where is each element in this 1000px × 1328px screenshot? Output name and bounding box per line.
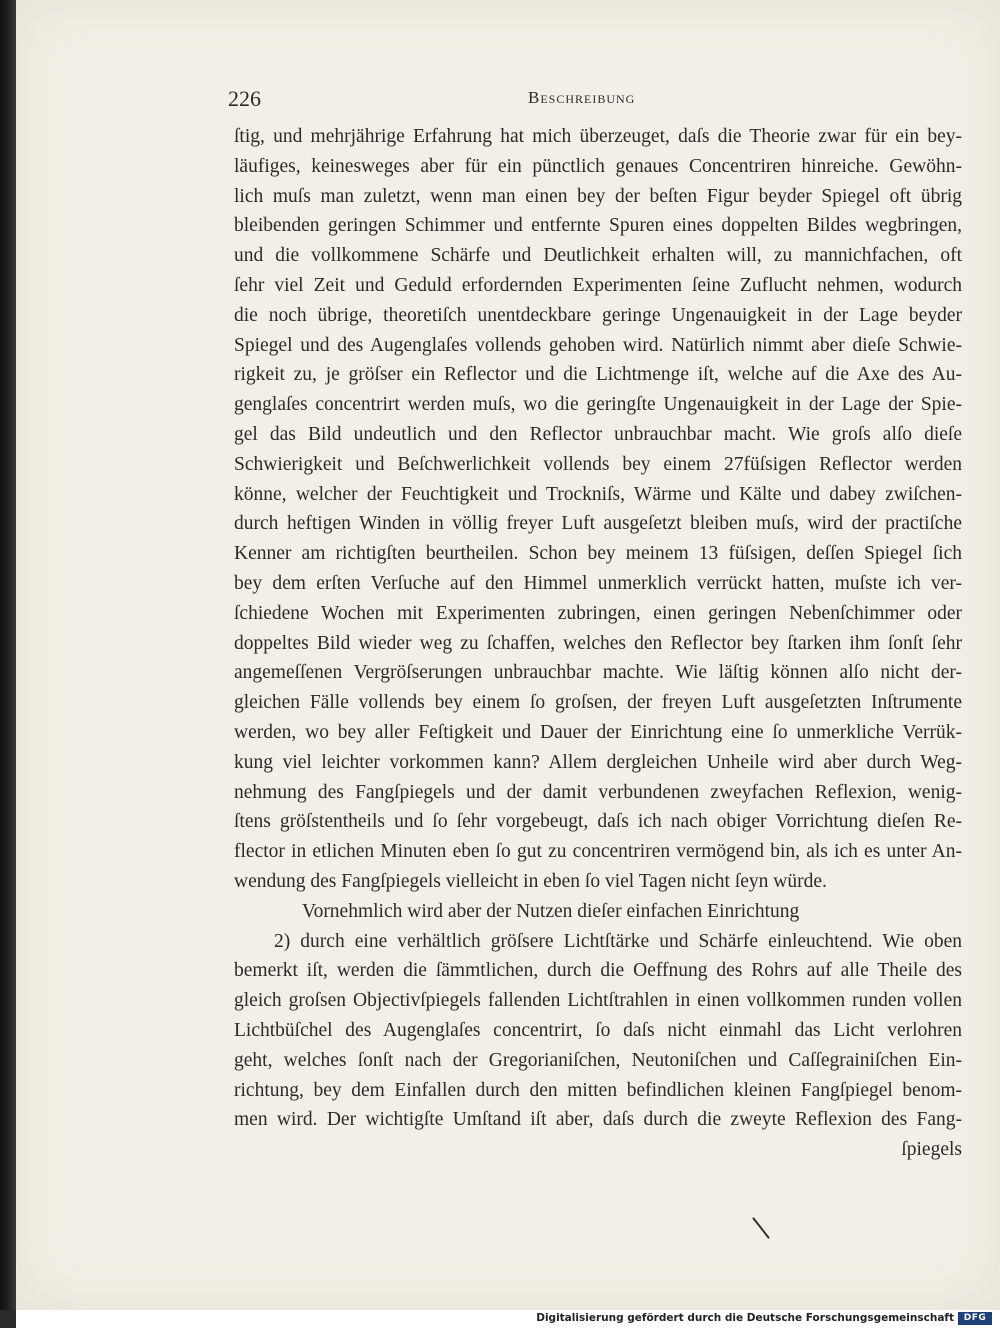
book-gutter-edge — [0, 0, 16, 1310]
text-line: ſehr viel Zeit und Geduld erfordernden Experimenten ſeine Zuflucht nehmen, wodurch — [234, 274, 962, 296]
text-line: geht, welches ſonſt nach der Gregorianiſchen, Neutoniſchen und Caſſegrainiſchen Ein- — [234, 1049, 962, 1071]
text-line: bleibenden geringen Schimmer und entfernte Spuren eines doppelten Bildes wegbringen, — [234, 215, 962, 237]
text-line: und die vollkommene Schärfe und Deutlichkeit erhalten will, zu mannichfachen, oft — [234, 245, 962, 267]
text-line: Lichtbüſchel des Augenglaſes concentrirt, ſo daſs nicht einmahl das Licht verlohren — [234, 1019, 962, 1041]
catchword: ſpiegels — [901, 1139, 962, 1161]
text-line: Kenner am richtigſten beurtheilen. Schon bey meinem 13 füſsigen, deſſen Spiegel ſich — [234, 543, 962, 565]
text-line: durch heftigen Winden in völlig freyer Luft ausgeſetzt bleiben muſs, wird der practiſche — [234, 513, 962, 535]
page-header — [228, 86, 964, 114]
dfg-logo: DFG — [958, 1312, 992, 1325]
text-line: angemeſſenen Vergröſserungen unbrauchbar machte. Wie läſtig können alſo nicht der- — [234, 662, 962, 684]
text-line: gleichen Fälle vollends bey einem ſo groſsen, der freyen Luft ausgeſetzten Inſtrumente — [234, 692, 962, 714]
text-line: ſtig, und mehrjährige Erfahrung hat mich überzeuget, daſs die Theorie zwar für ein bey- — [234, 126, 962, 147]
footer-credit: Digitalisierung gefördert durch die Deutsche Forschungsgemeinschaft — [536, 1312, 954, 1324]
body-text — [234, 122, 962, 1165]
text-line: Schwierigkeit und Beſchwerlichkeit vollends bey einem 27füſsigen Reflector werden — [234, 453, 962, 475]
text-line: nehmung des Fangſpiegels und der damit verbundenen zweyfachen Reflexion, wenig- — [234, 781, 962, 803]
text-line: kung viel leichter vorkommen kann? Allem dergleichen Unheile wird aber durch Weg- — [234, 751, 962, 773]
text-line: läufiges, keinesweges aber für ein pünctlich genaues Concentriren hinreiche. Gewöhn- — [234, 155, 962, 177]
text-line: werden, wo bey aller Feſtigkeit und Dauer der Einrichtung eine ſo unmerkliche Verrük- — [234, 721, 962, 743]
text-line: lich muſs man zuletzt, wenn man einen bey der beſten Figur beyder Spiegel oft übrig — [234, 185, 962, 207]
digitization-footer — [16, 1310, 1000, 1328]
text-line: richtung, bey dem Einfallen durch den mitten befindlichen kleinen Fangſpiegel benom- — [234, 1079, 962, 1101]
text-line: doppeltes Bild wieder weg zu ſchaffen, welches den Reflector bey ſtarken ihm ſonſt ſehr — [234, 632, 962, 654]
running-head: Beschreibung — [528, 88, 636, 107]
page-number: 226 — [228, 86, 261, 111]
text-line: Spiegel und des Augenglaſes vollends gehoben wird. Natürlich nimmt aber dieſe Schwie- — [234, 334, 962, 356]
text-line: flector in etlichen Minuten eben ſo gut zu concentriren vermögend bin, als ich es unter An- — [234, 841, 962, 863]
text-line: wendung des Fangſpiegels vielleicht in eben ſo viel Tagen nicht ſeyn würde. — [234, 870, 827, 892]
text-line: 2) durch eine verhältlich gröſsere Lichtſtärke und Schärfe einleuchtend. Wie oben — [274, 930, 962, 952]
text-line: bemerkt iſt, werden die ſämmtlichen, durch die Oeffnung des Rohrs auf alle Theile des — [234, 960, 962, 982]
text-line: die noch übrige, theoretiſch unentdeckbare geringe Ungenauigkeit in der Lage beyder — [234, 304, 962, 326]
text-line: bey dem erſten Verſuche auf den Himmel unmerklich verrückt hatten, muſste ich ver- — [234, 572, 962, 594]
text-line: ſchiedene Wochen mit Experimenten zubringen, einen geringen Nebenſchimmer oder — [234, 602, 962, 624]
text-line: gel das Bild undeutlich und den Reflector unbrauchbar macht. Wie groſs alſo dieſe — [234, 423, 962, 445]
text-line: könne, welcher der Feuchtigkeit und Trockniſs, Wärme und Kälte und dabey zwiſchen- — [234, 483, 962, 505]
text-line: rigkeit zu, je gröſser ein Reflector und die Lichtmenge iſt, welche auf die Axe des Au- — [234, 364, 962, 386]
text-line: men wird. Der wichtigſte Umſtand iſt aber, daſs durch die zweyte Reflexion des Fang- — [234, 1109, 962, 1131]
text-line: ſtens gröſstentheils und ſo ſehr vorgebeugt, daſs ich nach obiger Vorrichtung dieſen Re- — [234, 811, 962, 833]
paragraph-opening: Vornehmlich wird aber der Nutzen dieſer einfachen Einrichtung — [302, 900, 800, 922]
text-line: genglaſes concentrirt werden muſs, wo die geringſte Ungenauigkeit in der Lage der Spie- — [234, 394, 962, 416]
text-line: gleich groſsen Objectivſpiegels fallenden Lichtſtrahlen in einen vollkommen runden vollen — [234, 990, 962, 1012]
